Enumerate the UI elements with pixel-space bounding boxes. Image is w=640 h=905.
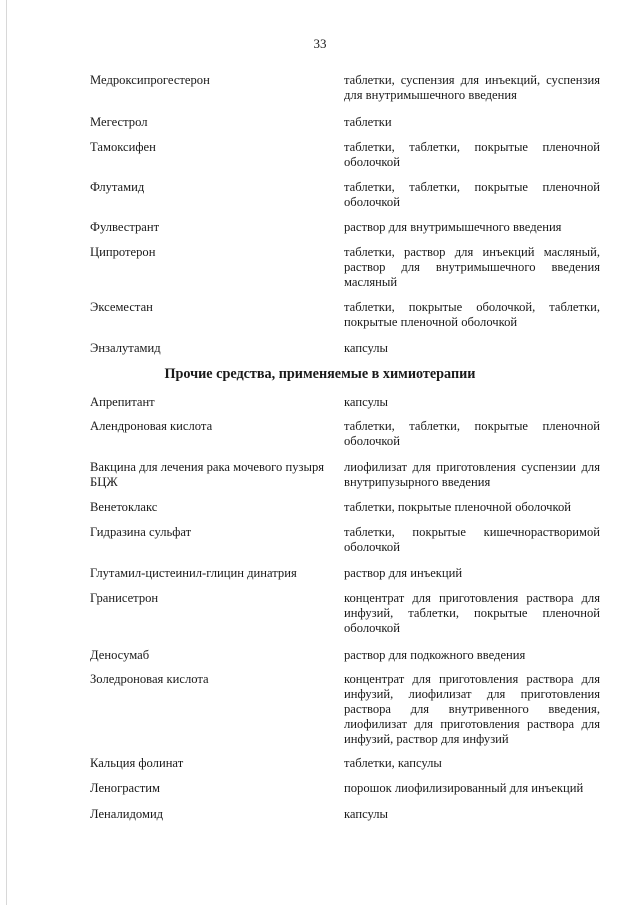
dosage-form: раствор для внутримышечного введения — [344, 220, 562, 234]
drug-name: Ленограстим — [90, 781, 160, 795]
drug-name: Флутамид — [90, 180, 145, 194]
dosage-form: таблетки, таблетки, покрытые пленочной оболочкой — [344, 419, 600, 448]
drug-name: Гидразина сульфат — [90, 525, 192, 539]
drug-name: Мегестрол — [90, 115, 148, 129]
dosage-form: раствор для инъекций — [344, 566, 463, 580]
dosage-form: капсулы — [344, 807, 389, 821]
dosage-form: таблетки, покрытые пленочной оболочкой — [344, 500, 572, 514]
dosage-form: капсулы — [344, 341, 389, 355]
dosage-form: таблетки, таблетки, покрытые пленочной оболочкой — [344, 180, 600, 209]
drug-name: Ципротерон — [90, 245, 156, 259]
dosage-form: таблетки, покрытые кишечнорастворимой оболочкой — [344, 525, 600, 554]
dosage-form: таблетки, таблетки, покрытые пленочной оболочкой — [344, 140, 600, 169]
drug-name: Алендроновая кислота — [90, 419, 213, 433]
section-heading: Прочие средства, применяемые в химиотерапии — [164, 366, 476, 382]
drug-name: Венетоклакс — [90, 500, 158, 514]
drug-name: Энзалутамид — [90, 341, 161, 355]
dosage-form: таблетки, суспензия для инъекций, суспензия для внутримышечного введения — [344, 73, 600, 102]
dosage-form: таблетки, раствор для инъекций масляный, раствор для внутримышечного введения масляный — [344, 245, 600, 289]
drug-name: Вакцина для лечения рака мочевого пузыря БЦЖ — [90, 460, 325, 489]
dosage-form: капсулы — [344, 395, 389, 409]
drug-name: Эксеместан — [90, 300, 153, 314]
drug-name: Кальция фолинат — [90, 756, 184, 770]
drug-name: Гранисетрон — [90, 591, 159, 605]
drug-name: Тамоксифен — [90, 140, 156, 154]
dosage-form: таблетки — [344, 115, 392, 129]
dosage-form: таблетки, капсулы — [344, 756, 442, 770]
drug-name: Фулвестрант — [90, 220, 160, 234]
drug-name: Глутамил-цистеинил-глицин динатрия — [90, 566, 297, 580]
drug-name: Золедроновая кислота — [90, 672, 209, 686]
scan-edge-line — [6, 0, 7, 905]
dosage-form: раствор для подкожного введения — [344, 648, 526, 662]
drug-name: Леналидомид — [90, 807, 164, 821]
dosage-form: концентрат для приготовления раствора для инфузий, таблетки, покрытые пленочной оболочкой — [344, 591, 600, 635]
dosage-form: порошок лиофилизированный для инъекций — [344, 781, 584, 795]
drug-name: Апрепитант — [90, 395, 155, 409]
dosage-form: лиофилизат для приготовления суспензии для внутрипузырного введения — [344, 460, 600, 489]
page-number: 33 — [313, 36, 327, 51]
drug-name: Медроксипрогестерон — [90, 73, 210, 87]
dosage-form: таблетки, покрытые оболочкой, таблетки, покрытые пленочной оболочкой — [344, 300, 600, 329]
dosage-form: концентрат для приготовления раствора для инфузий, лиофилизат для приготовления раствора для внутривенного введения, лиофилизат для приготовления раствора для инфузий, раствор для инфузий — [344, 672, 600, 746]
drug-name: Деносумаб — [90, 648, 150, 662]
